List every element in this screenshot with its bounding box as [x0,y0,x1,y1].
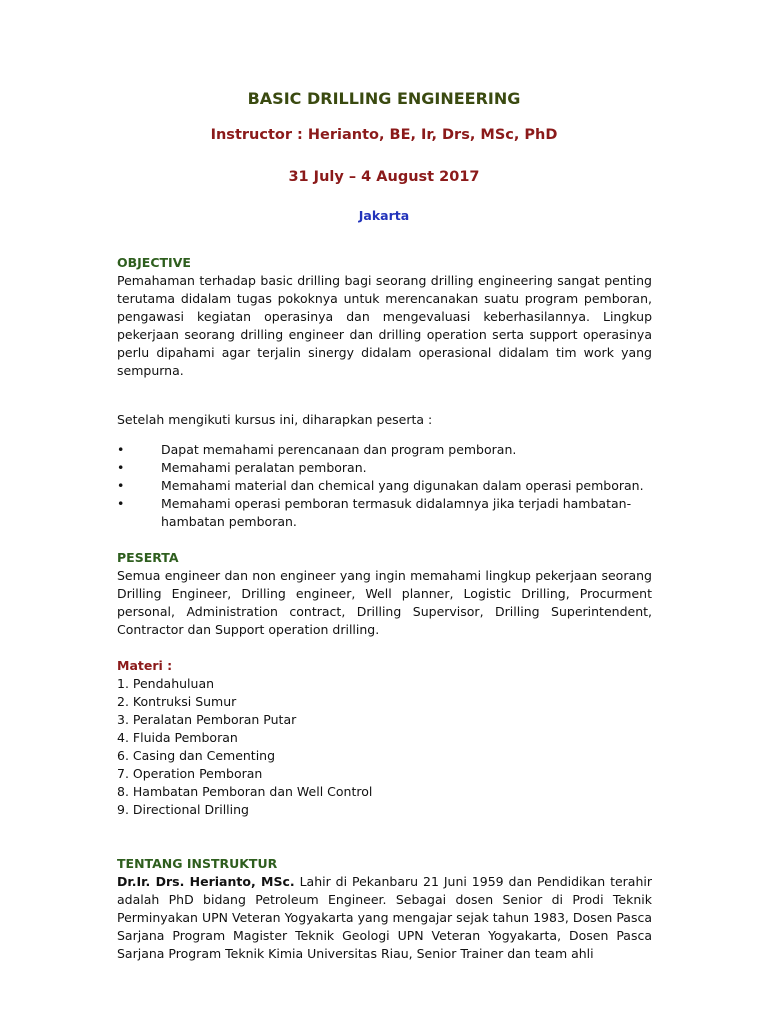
instructor-name: Dr.Ir. Drs. Herianto, MSc. [117,874,295,889]
materi-item: 4. Fluida Pemboran [117,730,238,745]
materi-item: 7. Operation Pemboran [117,766,263,781]
materi-item: 1. Pendahuluan [117,676,215,691]
bullet-item: • Memahami material dan chemical yang digunakan dalam operasi pemboran. [117,477,652,495]
materi-item: 2. Kontruksi Sumur [117,694,237,709]
instructor-line: Instructor : Herianto, BE, Ir, Drs, MSc, PhD [210,127,558,143]
materi-item: 3. Peralatan Pemboran Putar [117,712,297,727]
course-location: Jakarta [358,208,410,223]
materi-item: 8. Hambatan Pemboran dan Well Control [117,784,373,799]
peserta-heading: PESERTA [117,550,179,565]
course-title: BASIC DRILLING ENGINEERING [247,89,521,108]
instructor-bio: Lahir di Pekanbaru 21 Juni 1959 dan Pendidikan terahir adalah PhD bidang Petroleum Engineer. Sebagai dosen Senior di Prodi Teknik Perminyakan UPN Veteran Yogyakarta yang mengajar sejak tahun 1983, Dosen Pasca Sarjana Program Magister Teknik Geologi UPN Veteran Yogyakarta, Dosen Pasca Sarjana Program Teknik Kimia Universitas Riau, Senior Trainer dan team ahli [117,874,652,961]
objective-paragraph: Pemahaman terhadap basic drilling bagi seorang drilling engineering sangat penting terutama didalam tugas pokoknya untuk merencanakan suatu program pemboran, pengawasi kegiatan operasinya dan mengevaluasi keberhasilannya. Lingkup pekerjaan seorang drilling engineer dan drilling operation serta support operasinya perlu dipahami agar terjalin sinergy didalam operasional didalam tim work yang sempurna. [117,273,652,378]
bullet-item: • Memahami peralatan pemboran. [117,459,652,477]
materi-item: 9. Directional Drilling [117,802,249,817]
instruktur-heading: TENTANG INSTRUKTUR [117,856,278,871]
bullet-item: • Dapat memahami perencanaan dan program pemboran. [117,441,652,459]
course-date: 31 July – 4 August 2017 [288,169,480,185]
instruktur-paragraph [117,873,652,963]
objective-heading: OBJECTIVE [117,255,191,270]
materi-list [117,675,652,819]
bullet-item: • Memahami operasi pemboran termasuk didalamnya jika terjadi hambatan-hambatan pemboran. [117,495,652,531]
objective-intro: Setelah mengikuti kursus ini, diharapkan peserta : [117,411,433,427]
materi-heading: Materi : [117,658,173,673]
document-body [117,254,652,963]
peserta-paragraph: Semua engineer dan non engineer yang ingin memahami lingkup pekerjaan seorang Drilling Engineer, Drilling engineer, Well planner, Logistic Drilling, Procurment personal, Administration contract, Drilling Supervisor, Drilling Superintendent, Contractor dan Support operation drilling. [117,568,652,637]
materi-item: 6. Casing dan Cementing [117,748,276,763]
objective-bullet-list [117,441,652,531]
